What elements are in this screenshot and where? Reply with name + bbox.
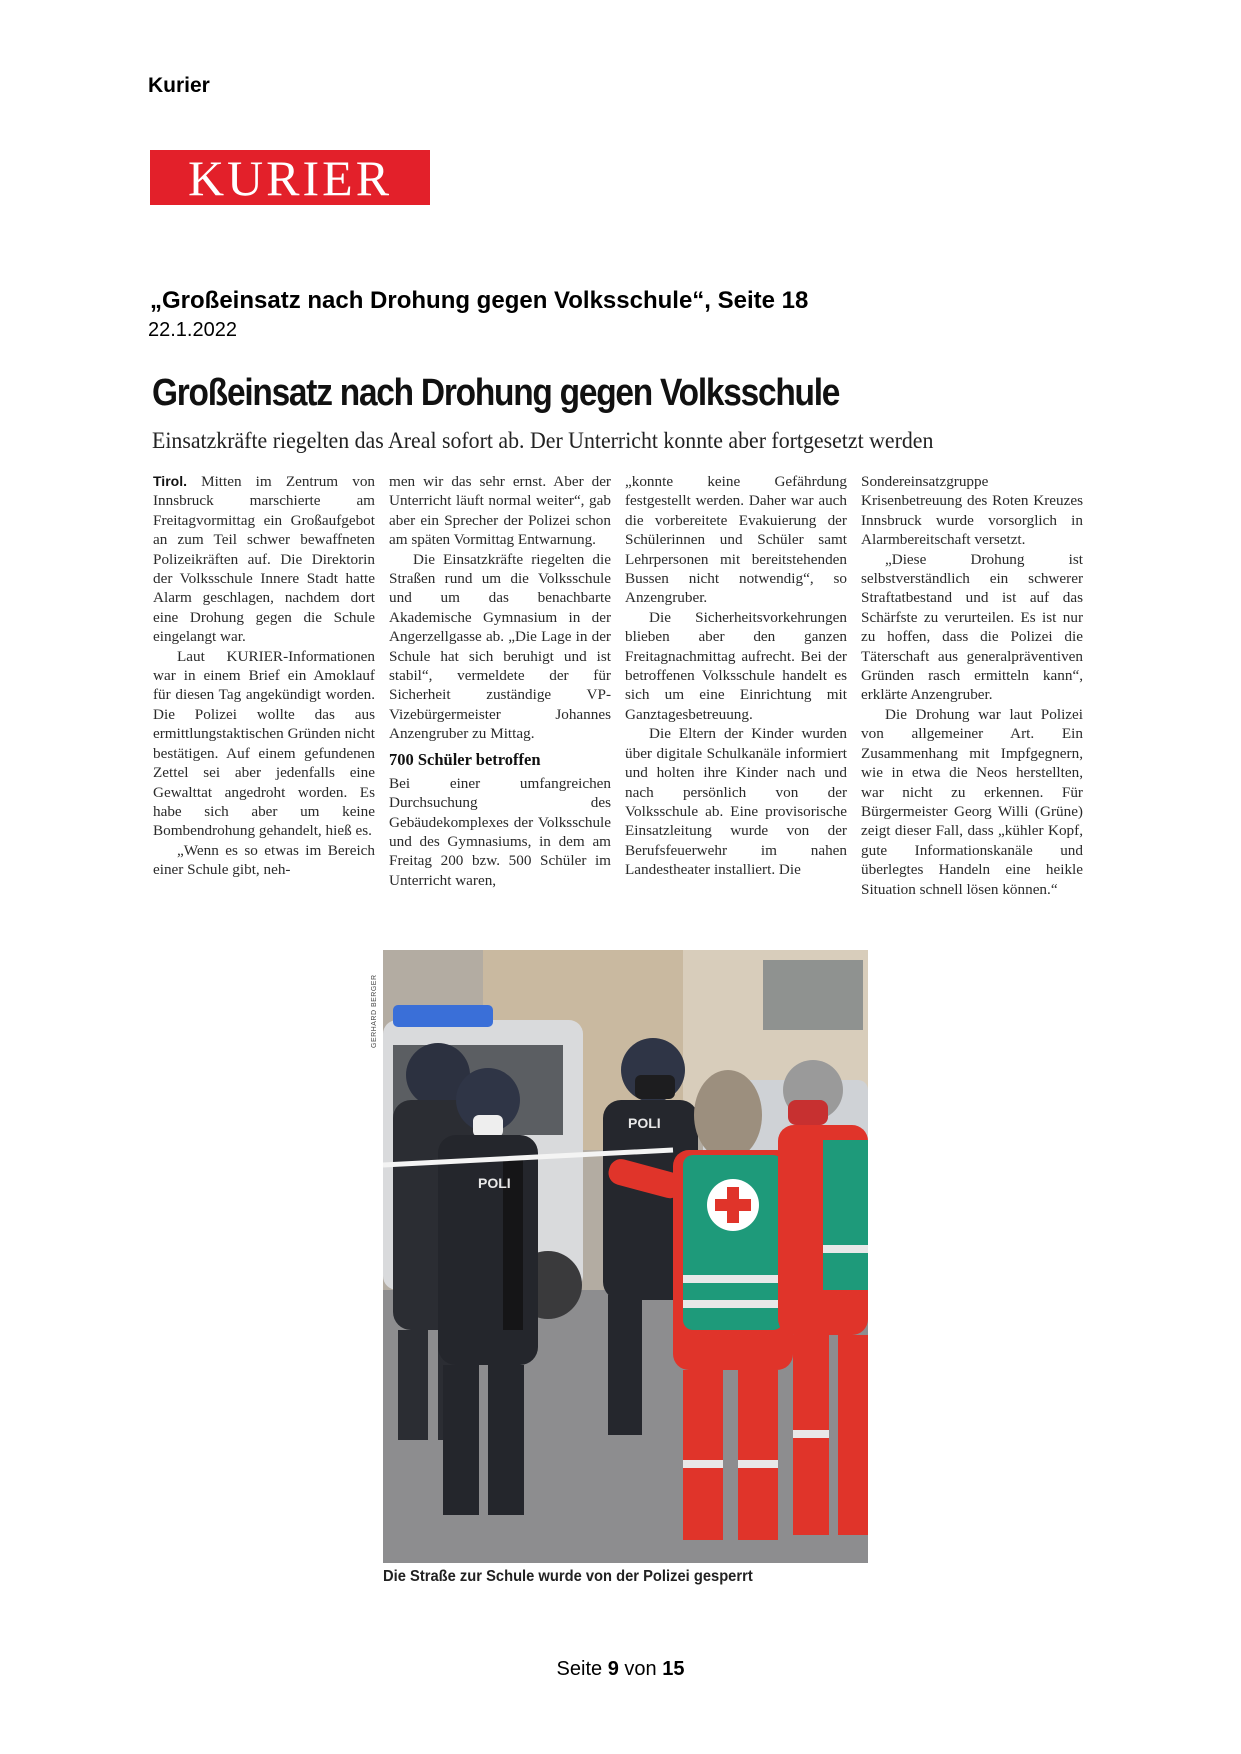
- photo-image: [383, 950, 868, 1563]
- paragraph: Bei einer umfangreichen Durchsuchung des Gebäudekomplexes der Volksschule und des Gymnasiums, in dem am Freitag 200 bzw. 500 Schüler im Unterricht waren,: [389, 774, 611, 889]
- logo-text: KURIER: [187, 149, 393, 206]
- article-photo: [371, 950, 868, 1563]
- paragraph: Die Sicherheitsvorkehrungen blieben aber den ganzen Freitagnachmittag aufrecht. Bei der betroffenen Volksschule handelt es sich um eine Einrichtung mit Ganztagesbetreuung.: [625, 608, 847, 723]
- article-column-2: [389, 472, 611, 942]
- paragraph: „Diese Drohung ist selbstverständlich ein schwerer Straftatbestand und ist auf das Schärfste zu verurteilen. Es ist nur zu hoffen, dass die Polizei die Täterschaft aus generalpräventiven Gründen rasch ermitteln kann“, erklärte Anzengruber.: [861, 550, 1083, 704]
- paragraph: Sondereinsatzgruppe Krisenbetreuung des Roten Kreuzes Innsbruck wurde vorsorglich in Alarmbereitschaft versetzt.: [861, 473, 1083, 549]
- page-footer: [0, 1658, 1241, 1681]
- photo-illustration: [383, 950, 868, 1563]
- source-label: Kurier: [148, 74, 210, 97]
- paragraph: [153, 472, 375, 647]
- article-headline: Großeinsatz nach Drohung gegen Volksschule: [152, 372, 840, 414]
- article-column-1: [153, 472, 375, 942]
- photo-caption: Die Straße zur Schule wurde von der Polizei gesperrt: [383, 1568, 753, 1585]
- paragraph: Die Drohung war laut Polizei von allgemeiner Art. Ein Zusammenhang mit Impfgegnern, wie in etwa die Neos herstellten, war nicht zu erkennen. Für Bürgermeister Georg Willi (Grüne) zeigt dieser Fall, dass „kühler Kopf, gute Informationskanäle und überlegtes Handeln eine heikle Situation schnell lösen können.“: [861, 705, 1083, 898]
- document-date: 22.1.2022: [148, 319, 237, 341]
- paragraph: Die Einsatzkräfte riegelten die Straßen rund um die Volksschule und um das benachbarte Akademische Gymnasium in der Angerzellgasse ab. „Die Lage in der Schule hat sich beruhigt und ist stabil“, vermeldete der für Sicherheit zuständige VP-Vizebürgermeister Johannes Anzengruber zu Mittag.: [389, 550, 611, 743]
- footer-prefix: Seite: [556, 1658, 603, 1680]
- building-window: [763, 960, 863, 1030]
- paragraph: „konnte keine Gefährdung festgestellt werden. Daher war auch die vorbereitete Evakuierung der Schülerinnen und Schüler samt Lehrpersonen mit bereitstehenden Bussen nicht notwendig“, so Anzengruber.: [625, 473, 847, 607]
- svg-text:POLI: POLI: [628, 1115, 661, 1131]
- footer-page-total: 15: [662, 1658, 685, 1680]
- article-column-3: [625, 472, 847, 942]
- footer-page-number: 9: [607, 1658, 619, 1680]
- paragraph-text: Mitten im Zentrum von Innsbruck marschierte am Freitagvormittag ein Großaufgebot an zum Teil schwer bewaffneten Polizeikräften auf. Die Direktorin der Volksschule Innere Stadt hatte Alarm geschlagen, nachdem dort eine Drohung gegen die Schule eingelangt war.: [153, 473, 376, 646]
- paragraph: Die Eltern der Kinder wurden über digitale Schulkanäle informiert und holten ihre Kinder nach und nach persönlich von der Volksschule ab. Eine provisorische Einsatzleitung wurde von der Berufsfeuerwehr im nahen Landestheater installiert. Die: [625, 725, 847, 879]
- dateline: Tirol.: [153, 473, 187, 489]
- article-subheadline: Einsatzkräfte riegelten das Areal sofort ab. Der Unterricht konnte aber fortgesetzt werden: [152, 428, 934, 453]
- subheading: 700 Schüler betroffen: [389, 749, 541, 769]
- police-car-light: [393, 1005, 493, 1027]
- kurier-logo: [150, 150, 430, 205]
- article-body: [153, 472, 1083, 942]
- article-column-4: [861, 472, 1083, 942]
- photo-credit: GERHARD BERGER: [371, 974, 378, 1048]
- footer-middle: von: [624, 1658, 657, 1680]
- document-title: „Großeinsatz nach Drohung gegen Volksschule“, Seite 18: [150, 287, 809, 314]
- paragraph: Laut KURIER-Informationen war in einem Brief ein Amoklauf für diesen Tag angekündigt worden. Die Polizei wollte das aus ermittlungstaktischen Gründen nicht bestätigen. Auf einem gefundenen Zettel sei aber jedenfalls eine Gewalttat angedroht worden. Es habe sich aber um keine Bombendrohung gehandelt, hieß es.: [153, 647, 375, 840]
- paragraph: men wir das sehr ernst. Aber der Unterricht läuft normal weiter“, gab aber ein Sprecher der Polizei schon am späten Vormittag Entwarnung.: [389, 473, 611, 549]
- svg-text:POLI: POLI: [478, 1175, 511, 1191]
- paragraph: „Wenn es so etwas im Bereich einer Schule gibt, neh-: [153, 841, 375, 879]
